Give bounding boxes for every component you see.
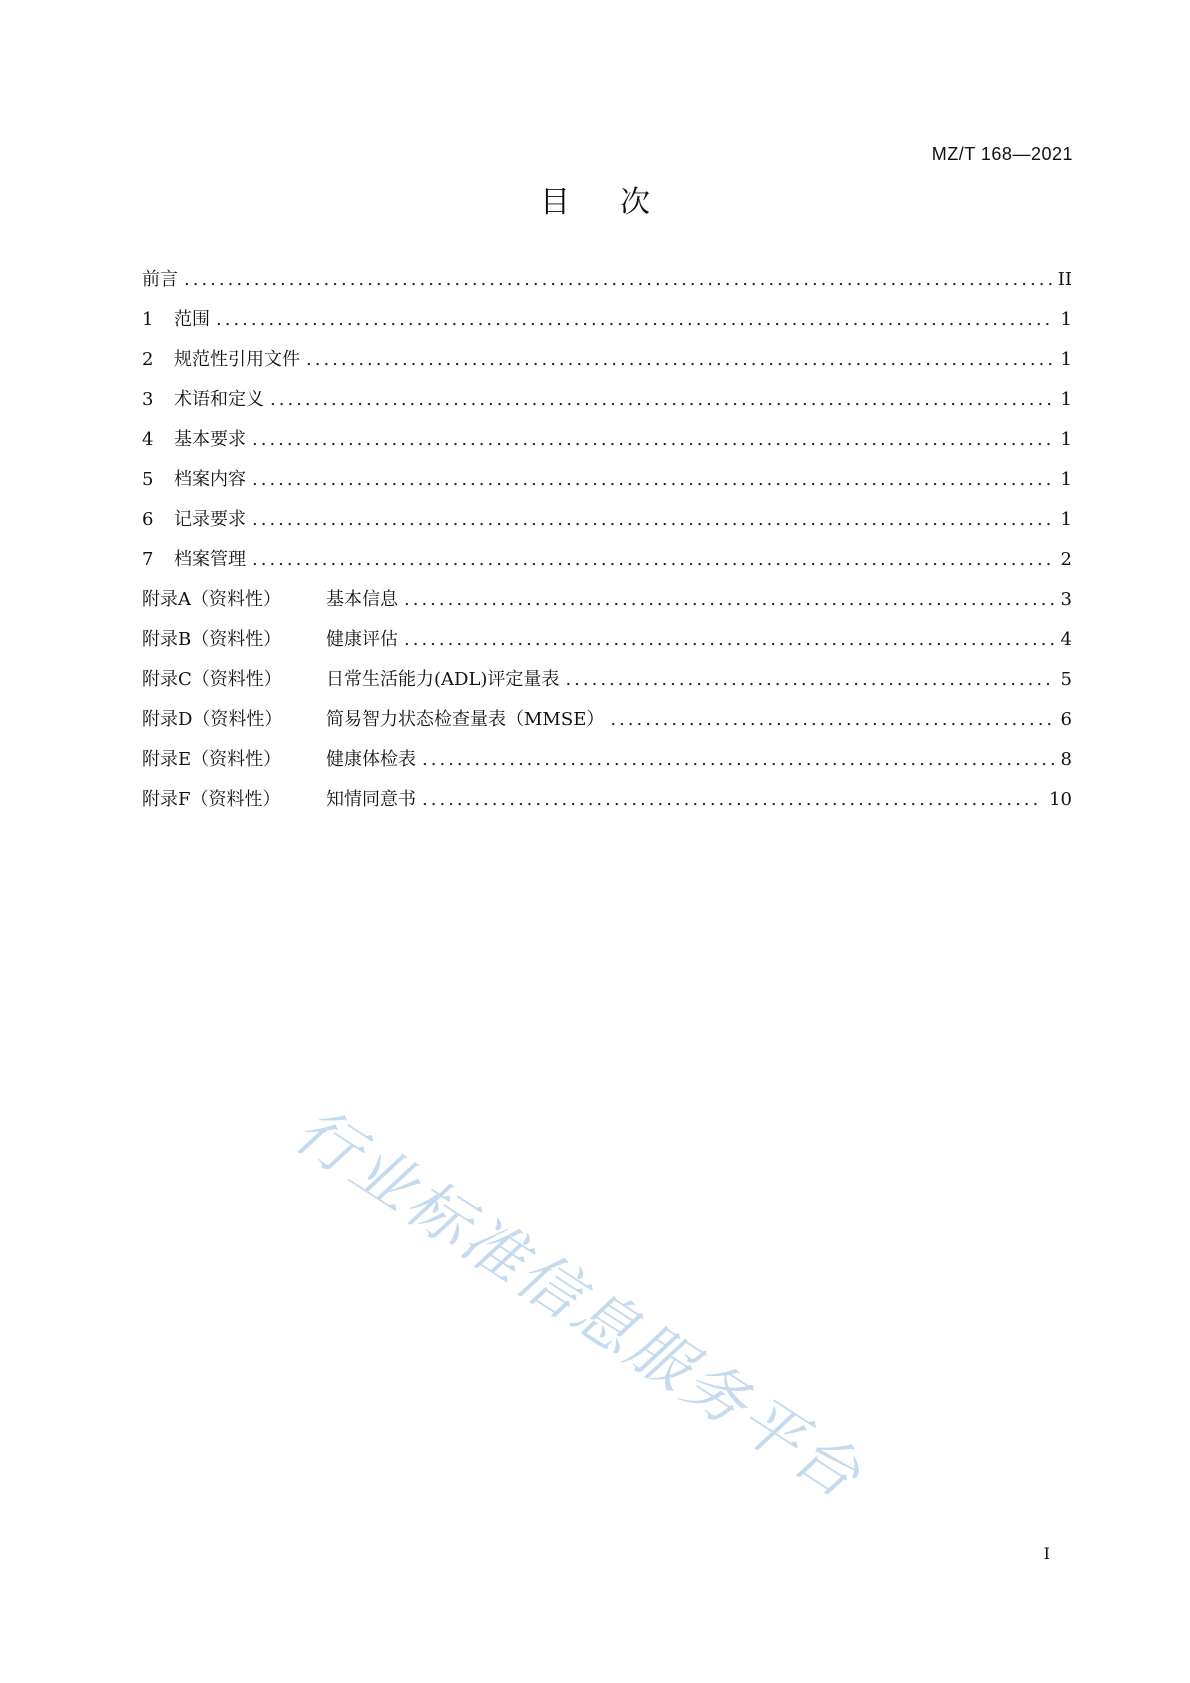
toc-entry-label: 简易智力状态检查量表（MMSE） (326, 709, 605, 730)
toc-entry-label: 知情同意书 (326, 789, 416, 810)
toc-entry-label: 健康评估 (326, 629, 398, 650)
toc-leader-dots (610, 709, 1054, 730)
toc-page-number: 1 (1060, 429, 1072, 450)
toc-leader-dots (252, 469, 1054, 490)
toc-entry-record-requirements[interactable] (142, 505, 1072, 545)
toc-entry-label: 档案内容 (174, 469, 246, 490)
toc-entry-normative-references[interactable] (142, 345, 1072, 385)
toc-entry-annex-d[interactable] (142, 705, 1072, 745)
page-title: 目次 (540, 185, 700, 220)
toc-leader-dots (404, 589, 1054, 610)
toc-annex-prefix: 附录B（资料性） (142, 629, 282, 650)
toc-leader-dots (184, 269, 1052, 290)
toc-page-number: 1 (1060, 389, 1072, 410)
toc-entry-label: 术语和定义 (174, 389, 264, 410)
toc-entry-annex-e[interactable] (142, 745, 1072, 785)
toc-leader-dots (565, 669, 1054, 690)
toc-page-number: 1 (1060, 309, 1072, 330)
toc-annex-prefix: 附录E（资料性） (142, 749, 282, 770)
toc-page-number: 4 (1060, 629, 1072, 650)
toc-leader-dots (422, 789, 1043, 810)
toc-entry-label: 前言 (142, 269, 178, 290)
toc-entry-number: 7 (142, 549, 154, 570)
toc-entry-basic-requirements[interactable] (142, 425, 1072, 465)
toc-entry-foreword[interactable] (142, 265, 1072, 305)
standard-code: MZ/T 168—2021 (931, 144, 1073, 164)
toc-leader-dots (252, 549, 1054, 570)
toc-entry-number: 3 (142, 389, 154, 410)
toc-entry-label: 规范性引用文件 (174, 349, 300, 370)
toc-page-number: 6 (1060, 709, 1072, 730)
toc-entry-annex-f[interactable] (142, 785, 1072, 825)
toc-page-number: 8 (1060, 749, 1072, 770)
toc-entry-archive-content[interactable] (142, 465, 1072, 505)
toc-entry-label: 记录要求 (174, 509, 246, 530)
toc-entry-terms-definitions[interactable] (142, 385, 1072, 425)
table-of-contents (142, 265, 1072, 825)
toc-page-number: 1 (1060, 509, 1072, 530)
toc-page-number: 3 (1060, 589, 1072, 610)
toc-entry-annex-a[interactable] (142, 585, 1072, 625)
toc-entry-label: 日常生活能力(ADL)评定量表 (326, 669, 560, 690)
toc-entry-label: 基本信息 (326, 589, 398, 610)
toc-entry-archive-management[interactable] (142, 545, 1072, 585)
toc-annex-prefix: 附录D（资料性） (142, 709, 283, 730)
toc-page-number: 2 (1060, 549, 1072, 570)
toc-leader-dots (270, 389, 1054, 410)
toc-entry-number: 2 (142, 349, 154, 370)
toc-leader-dots (216, 309, 1054, 330)
toc-page-number: 1 (1060, 469, 1072, 490)
toc-entry-number: 1 (142, 309, 154, 330)
toc-entry-label: 基本要求 (174, 429, 246, 450)
toc-annex-prefix: 附录C（资料性） (142, 669, 282, 690)
toc-annex-prefix: 附录A（资料性） (142, 589, 281, 610)
toc-leader-dots (252, 429, 1054, 450)
toc-page-number: 5 (1060, 669, 1072, 690)
toc-entry-scope[interactable] (142, 305, 1072, 345)
toc-entry-annex-b[interactable] (142, 625, 1072, 665)
toc-entry-number: 6 (142, 509, 154, 530)
toc-leader-dots (404, 629, 1054, 650)
toc-entry-number: 4 (142, 429, 154, 450)
toc-page-number: 10 (1049, 789, 1072, 810)
toc-leader-dots (422, 749, 1054, 770)
toc-page-number: 1 (1060, 349, 1072, 370)
toc-leader-dots (306, 349, 1054, 370)
toc-entry-label: 健康体检表 (326, 749, 416, 770)
toc-leader-dots (252, 509, 1054, 530)
toc-page-number: II (1057, 269, 1072, 290)
page-number: I (1043, 1544, 1050, 1563)
toc-annex-prefix: 附录F（资料性） (142, 789, 281, 810)
watermark: 行业标准信息服务平台 (282, 1093, 876, 1514)
toc-entry-label: 档案管理 (174, 549, 246, 570)
toc-entry-label: 范围 (174, 309, 210, 330)
toc-entry-number: 5 (142, 469, 154, 490)
toc-entry-annex-c[interactable] (142, 665, 1072, 705)
